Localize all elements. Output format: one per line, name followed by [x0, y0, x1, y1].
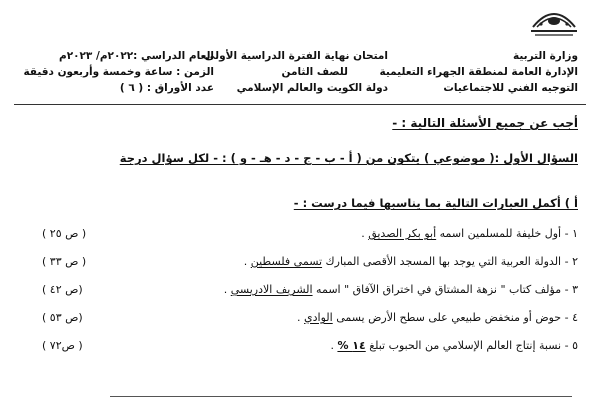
item-2-page-ref: ( ص ٣٣ ) — [42, 255, 87, 268]
header-supervision: التوجيه الفني للاجتماعيات — [443, 82, 578, 94]
header-subject: دولة الكويت والعالم الإسلامي — [236, 82, 388, 94]
item-1-text: ١ - أول خليفة للمسلمين اسمه — [436, 227, 578, 240]
item-5-text: ٥ - نسبة إنتاج العالم الإسلامي من الحبوب تبلغ — [365, 339, 578, 352]
item-2 — [244, 255, 578, 268]
item-5 — [330, 339, 578, 352]
header-divider — [14, 104, 586, 105]
item-5-page-ref: ( ص٧٢ ) — [42, 339, 83, 352]
item-3-page-ref: (ص ٤٢ ) — [42, 283, 83, 296]
item-2-answer: تسمى فلسطين — [250, 255, 323, 268]
item-1 — [361, 227, 578, 240]
header-exam-title: امتحان نهاية الفترة الدراسية الأولى — [204, 50, 388, 62]
item-4-text: ٤ - حوض أو منخفض طبيعي على سطح الأرض يسمى — [332, 311, 578, 324]
item-5-answer: ١٤ % — [337, 339, 366, 352]
item-1-end: . — [361, 227, 369, 240]
item-2-end: . — [243, 255, 251, 268]
item-3-end: . — [223, 283, 231, 296]
item-3-text: ٣ - مؤلف كتاب " نزهة المشتاق في اختراق الآفاق " اسمه — [312, 283, 578, 296]
item-1-answer: أبو بكر الصديق — [368, 227, 437, 240]
ministry-logo — [527, 5, 581, 39]
header-duration: الزمن : ساعة وخمسة وأربعون دقيقة — [23, 66, 214, 78]
item-4 — [297, 311, 578, 324]
header-ministry: وزارة التربية — [512, 50, 578, 62]
item-5-end: . — [330, 339, 338, 352]
item-4-page-ref: (ص ٥٣ ) — [42, 311, 83, 324]
item-4-end: . — [297, 311, 305, 324]
header-school-year: العام الدراسي :٢٠٢٢م/ ٢٠٢٣م — [59, 50, 214, 62]
section-a-title: أ ) أكمل العبارات التالية بما يناسبها فيما درست : - — [293, 196, 578, 210]
header-grade: للصف الثامن — [281, 66, 348, 78]
item-2-text: ٢ - الدولة العربية التي يوجد بها المسجد الأقصى المبارك — [322, 255, 578, 268]
header-page-count: عدد الأوراق : ( ٦ ) — [119, 82, 214, 94]
item-3 — [224, 283, 578, 296]
instruction-text: أجب عن جميع الأسئلة التالية : - — [392, 116, 578, 130]
bottom-divider — [110, 396, 572, 397]
question-1-title: السؤال الأول :( موضوعي ) يتكون من ( أ - ب - ج - د - هـ - و ) : - لكل سؤال درجة — [119, 151, 578, 165]
header-directorate: الإدارة العامة لمنطقة الجهراء التعليمية — [379, 66, 578, 78]
item-4-answer: الوادي — [304, 311, 333, 324]
item-1-page-ref: ( ص ٢٥ ) — [42, 227, 87, 240]
item-3-answer: الشريف الادريسي — [230, 283, 313, 296]
